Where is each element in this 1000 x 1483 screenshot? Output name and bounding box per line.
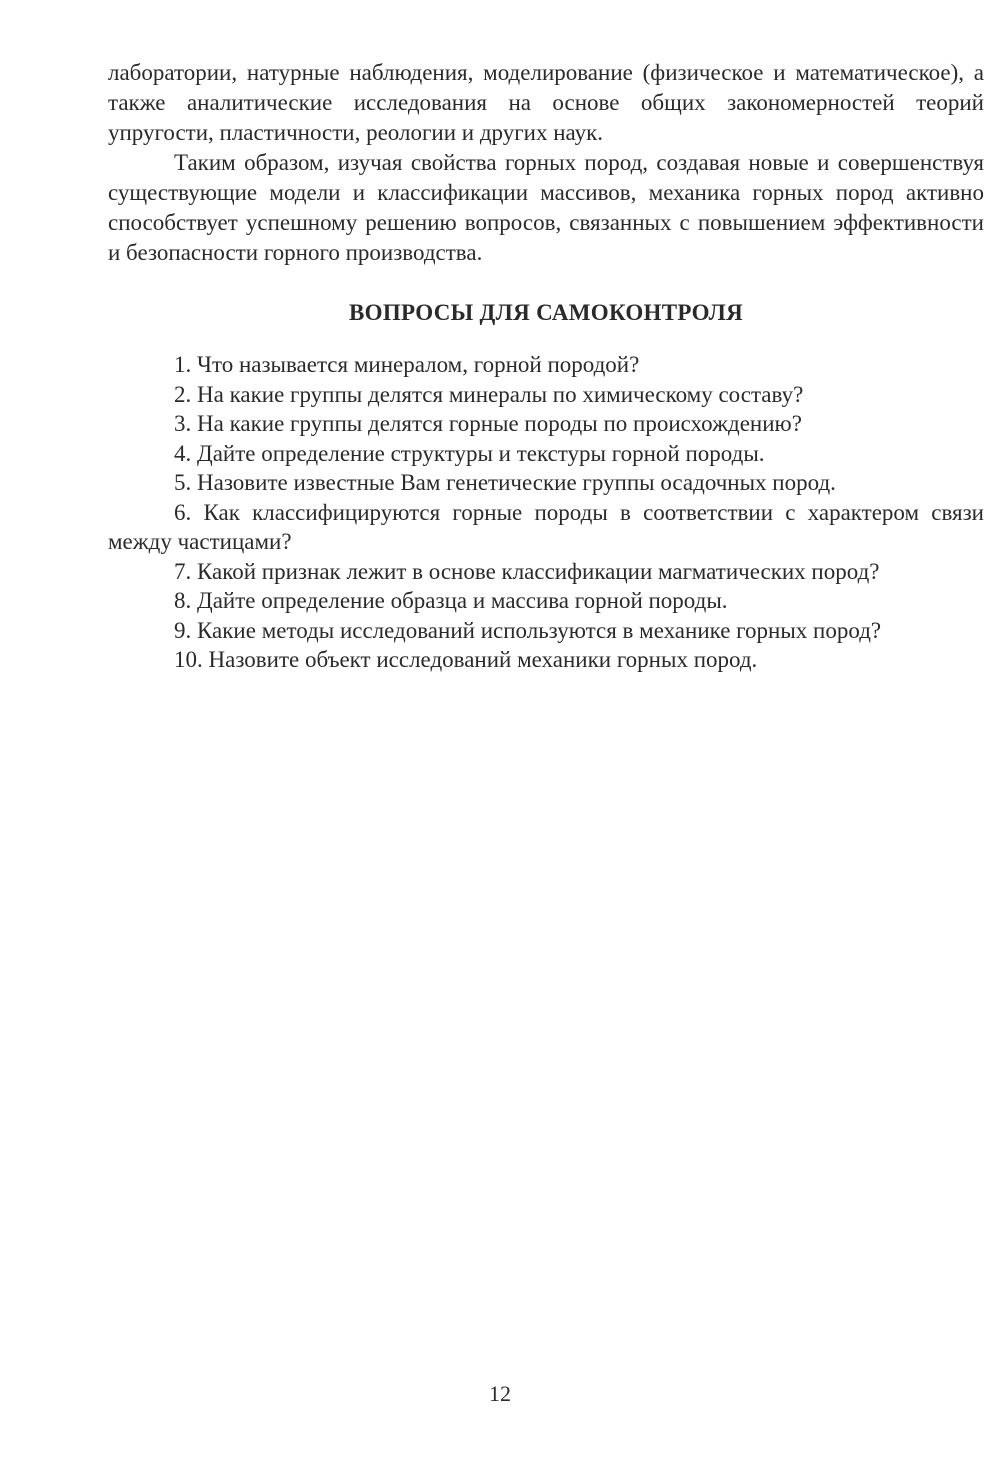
question-item: 1. Что называется минералом, горной породой? [174, 352, 640, 377]
document-page [108, 58, 990, 675]
section-title: ВОПРОСЫ ДЛЯ САМОКОНТРОЛЯ [349, 300, 743, 325]
question-item: 5. Назовите известные Вам генетические группы осадочных пород. [174, 470, 836, 495]
question-item: 7. Какой признак лежит в основе классификации магматических пород? [174, 558, 880, 584]
question-item: 2. На какие группы делятся минералы по химическому составу? [174, 381, 804, 407]
paragraph-continuation: лаборатории, натурные наблюдения, моделирование (физическое и математическое), а также аналитические исследования на основе общих закономерностей теорий упругости, пластичности, реологии и других наук. [108, 60, 984, 145]
page-number: 12 [489, 1381, 511, 1406]
paragraph-summary: Таким образом, изучая свойства горных пород, создавая новые и совершенствуя существующие модели и классификации массивов, механика горных пород активно способствует успешному решению вопросов, связанных с повышением эффективности и безопасности горного производства. [108, 150, 984, 265]
question-item: 6. Как классифицируются горные породы в соответствии с характером связи между частицами? [108, 499, 990, 554]
question-item: 4. Дайте определение структуры и текстуры горной породы. [174, 440, 765, 466]
question-item: 10. Назовите объект исследований механики горных пород. [174, 647, 758, 672]
question-item: 9. Какие методы исследований используются в механике горных пород? [174, 617, 882, 643]
question-item: 3. На какие группы делятся горные породы по происхождению? [174, 411, 802, 436]
question-item: 8. Дайте определение образца и массива горной породы. [174, 588, 728, 613]
questions-list [108, 350, 990, 675]
